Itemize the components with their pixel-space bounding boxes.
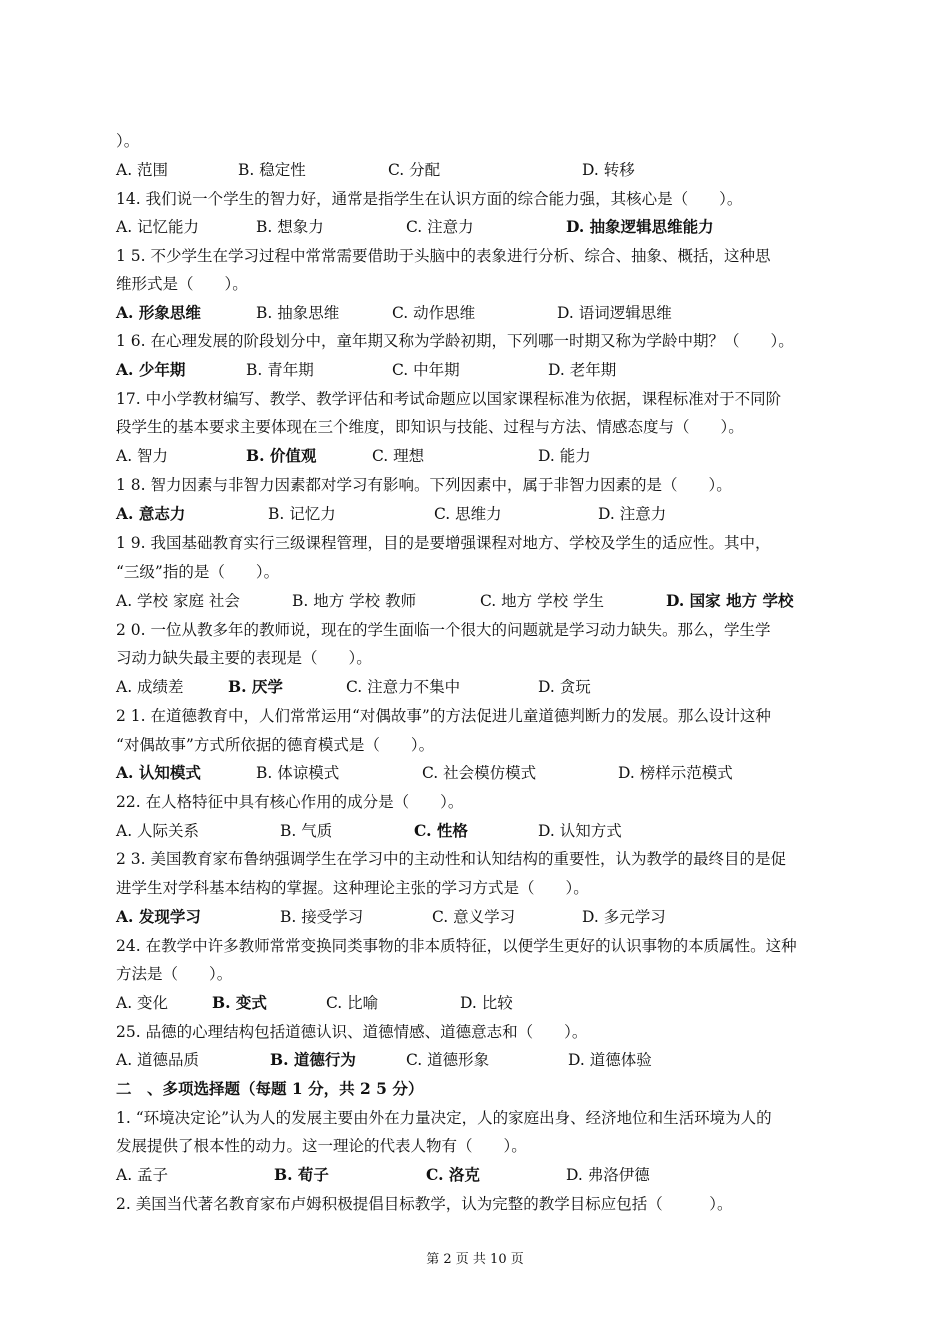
question-16: 1 6. 在心理发展的阶段划分中，童年期又称为学龄初期，下列哪一时期又称为学龄中期？（ ）。 <box>116 332 794 350</box>
question-20-cont: 习动力缺失最主要的表现是（ ）。 <box>116 649 372 667</box>
question-25: 25. 品德的心理结构包括道德认识、道德情感、道德意志和（ ）。 <box>116 1023 588 1041</box>
question-18: 1 8. 智力因素与非智力因素都对学习有影响。下列因素中，属于非智力因素的是（ ）。 <box>116 476 732 494</box>
option-b: B. 价值观 <box>246 446 317 465</box>
option-c: C. 理想 <box>372 447 425 465</box>
q23-options <box>116 907 840 927</box>
q17-options <box>116 446 840 466</box>
q25-options <box>116 1050 840 1070</box>
option-b: B. 稳定性 <box>238 161 306 179</box>
option-b: B. 想象力 <box>256 218 324 236</box>
option-a: A. 范围 <box>116 161 169 179</box>
option-d: D. 转移 <box>582 161 635 179</box>
question-17: 17. 中小学教材编写、教学、教学评估和考试命题应以国家课程标准为依据，课程标准对于不同阶 <box>116 390 782 408</box>
option-c: C. 动作思维 <box>392 304 476 322</box>
q16-options <box>116 360 840 380</box>
option-c: C. 性格 <box>414 821 468 840</box>
option-a: A. 学校 家庭 社会 <box>116 592 240 610</box>
option-b: B. 厌学 <box>228 677 283 696</box>
option-d: D. 老年期 <box>548 361 617 379</box>
option-d: D. 道德体验 <box>568 1051 652 1069</box>
question-24: 24. 在教学中许多教师常常变换同类事物的非本质特征，以便学生更好的认识事物的本质属性。这种 <box>116 937 797 955</box>
option-c: C. 注意力不集中 <box>346 678 461 696</box>
option-d: D. 比较 <box>460 994 513 1012</box>
option-a: A. 孟子 <box>116 1166 169 1184</box>
multi-question-1: 1. “环境决定论”认为人的发展主要由外在力量决定，人的家庭出身、经济地位和生活环境为人的 <box>116 1109 772 1127</box>
option-b: B. 变式 <box>212 993 267 1012</box>
question-fragment: ）。 <box>116 132 140 150</box>
option-a: A. 认知模式 <box>116 763 201 782</box>
question-21-cont: “对偶故事”方式所依据的德育模式是（ ）。 <box>116 736 435 754</box>
multi-question-2: 2. 美国当代著名教育家布卢姆积极提倡目标教学，认为完整的教学目标应包括（ ）。 <box>116 1195 733 1213</box>
option-b: B. 抽象思维 <box>256 304 340 322</box>
option-a: A. 变化 <box>116 994 169 1012</box>
option-d: D. 榜样示范模式 <box>618 764 733 782</box>
question-24-cont: 方法是（ ）。 <box>116 965 233 983</box>
question-15-cont: 维形式是（ ）。 <box>116 275 248 293</box>
option-d: D. 抽象逻辑思维能力 <box>566 217 714 236</box>
question-15: 1 5. 不少学生在学习过程中常常需要借助于头脑中的表象进行分析、综合、抽象、概括，这种思 <box>116 247 771 265</box>
question-19-cont: “三级”指的是（ ）。 <box>116 563 280 581</box>
option-c: C. 地方 学校 学生 <box>480 592 605 610</box>
q13-options <box>116 160 840 180</box>
option-a: A. 道德品质 <box>116 1051 200 1069</box>
option-d: D. 能力 <box>538 447 591 465</box>
question-20: 2 0. 一位从教多年的教师说，现在的学生面临一个很大的问题就是学习动力缺失。那么，学生学 <box>116 621 771 639</box>
option-d: D. 国家 地方 学校 <box>666 591 794 610</box>
option-a: A. 意志力 <box>116 504 186 523</box>
question-19: 1 9. 我国基础教育实行三级课程管理，目的是要增强课程对地方、学校及学生的适应性。其中， <box>116 534 771 552</box>
option-a: A. 少年期 <box>116 360 186 379</box>
option-d: D. 弗洛伊德 <box>566 1166 650 1184</box>
option-b: B. 荀子 <box>274 1165 329 1184</box>
q15-options <box>116 303 840 323</box>
question-23-cont: 进学生对学科基本结构的掌握。这种理论主张的学习方式是（ ）。 <box>116 879 589 897</box>
option-c: C. 道德形象 <box>406 1051 490 1069</box>
question-21: 2 1. 在道德教育中，人们常常运用“对偶故事”的方法促进儿童道德判断力的发展。那么设计这种 <box>116 707 771 725</box>
question-23: 2 3. 美国教育家布鲁纳强调学生在学习中的主动性和认知结构的重要性，认为教学的最终目的是促 <box>116 850 787 868</box>
option-b: B. 接受学习 <box>280 908 364 926</box>
section-heading: 二 、多项选择题（每题 1 分，共 2 5 分） <box>116 1079 424 1098</box>
option-b: B. 地方 学校 教师 <box>292 592 417 610</box>
option-b: B. 记忆力 <box>268 505 336 523</box>
option-a: A. 智力 <box>116 447 169 465</box>
q20-options <box>116 677 840 697</box>
question-17-cont: 段学生的基本要求主要体现在三个维度，即知识与技能、过程与方法、情感态度与（ ）。 <box>116 418 744 436</box>
option-c: C. 分配 <box>388 161 441 179</box>
option-c: C. 意义学习 <box>432 908 516 926</box>
option-d: D. 认知方式 <box>538 822 622 840</box>
option-b: B. 道德行为 <box>270 1050 356 1069</box>
page-footer: 第 2 页 共 10 页 <box>426 1252 524 1267</box>
q18-options <box>116 504 840 524</box>
option-a: A. 人际关系 <box>116 822 200 840</box>
option-d: D. 多元学习 <box>582 908 666 926</box>
question-14: 14. 我们说一个学生的智力好，通常是指学生在认识方面的综合能力强，其核心是（ ）。 <box>116 190 743 208</box>
option-c: C. 中年期 <box>392 361 460 379</box>
option-c: C. 思维力 <box>434 505 502 523</box>
option-b: B. 体谅模式 <box>256 764 340 782</box>
q24-options <box>116 993 840 1013</box>
q19-options <box>116 591 840 611</box>
option-c: C. 洛克 <box>426 1165 480 1184</box>
option-d: D. 贪玩 <box>538 678 591 696</box>
option-b: B. 气质 <box>280 822 333 840</box>
option-a: A. 形象思维 <box>116 303 201 322</box>
option-a: A. 发现学习 <box>116 907 201 926</box>
option-a: A. 成绩差 <box>116 678 184 696</box>
q21-options <box>116 763 840 783</box>
option-c: C. 社会模仿模式 <box>422 764 537 782</box>
option-b: B. 青年期 <box>246 361 314 379</box>
option-c: C. 比喻 <box>326 994 379 1012</box>
option-d: D. 语词逻辑思维 <box>557 304 672 322</box>
question-22: 22. 在人格特征中具有核心作用的成分是（ ）。 <box>116 793 464 811</box>
q22-options <box>116 821 840 841</box>
q14-options <box>116 217 840 237</box>
option-c: C. 注意力 <box>406 218 474 236</box>
option-a: A. 记忆能力 <box>116 218 200 236</box>
option-d: D. 注意力 <box>598 505 667 523</box>
multi-question-1-cont: 发展提供了根本性的动力。这一理论的代表人物有（ ）。 <box>116 1137 527 1155</box>
m1-options <box>116 1165 840 1185</box>
